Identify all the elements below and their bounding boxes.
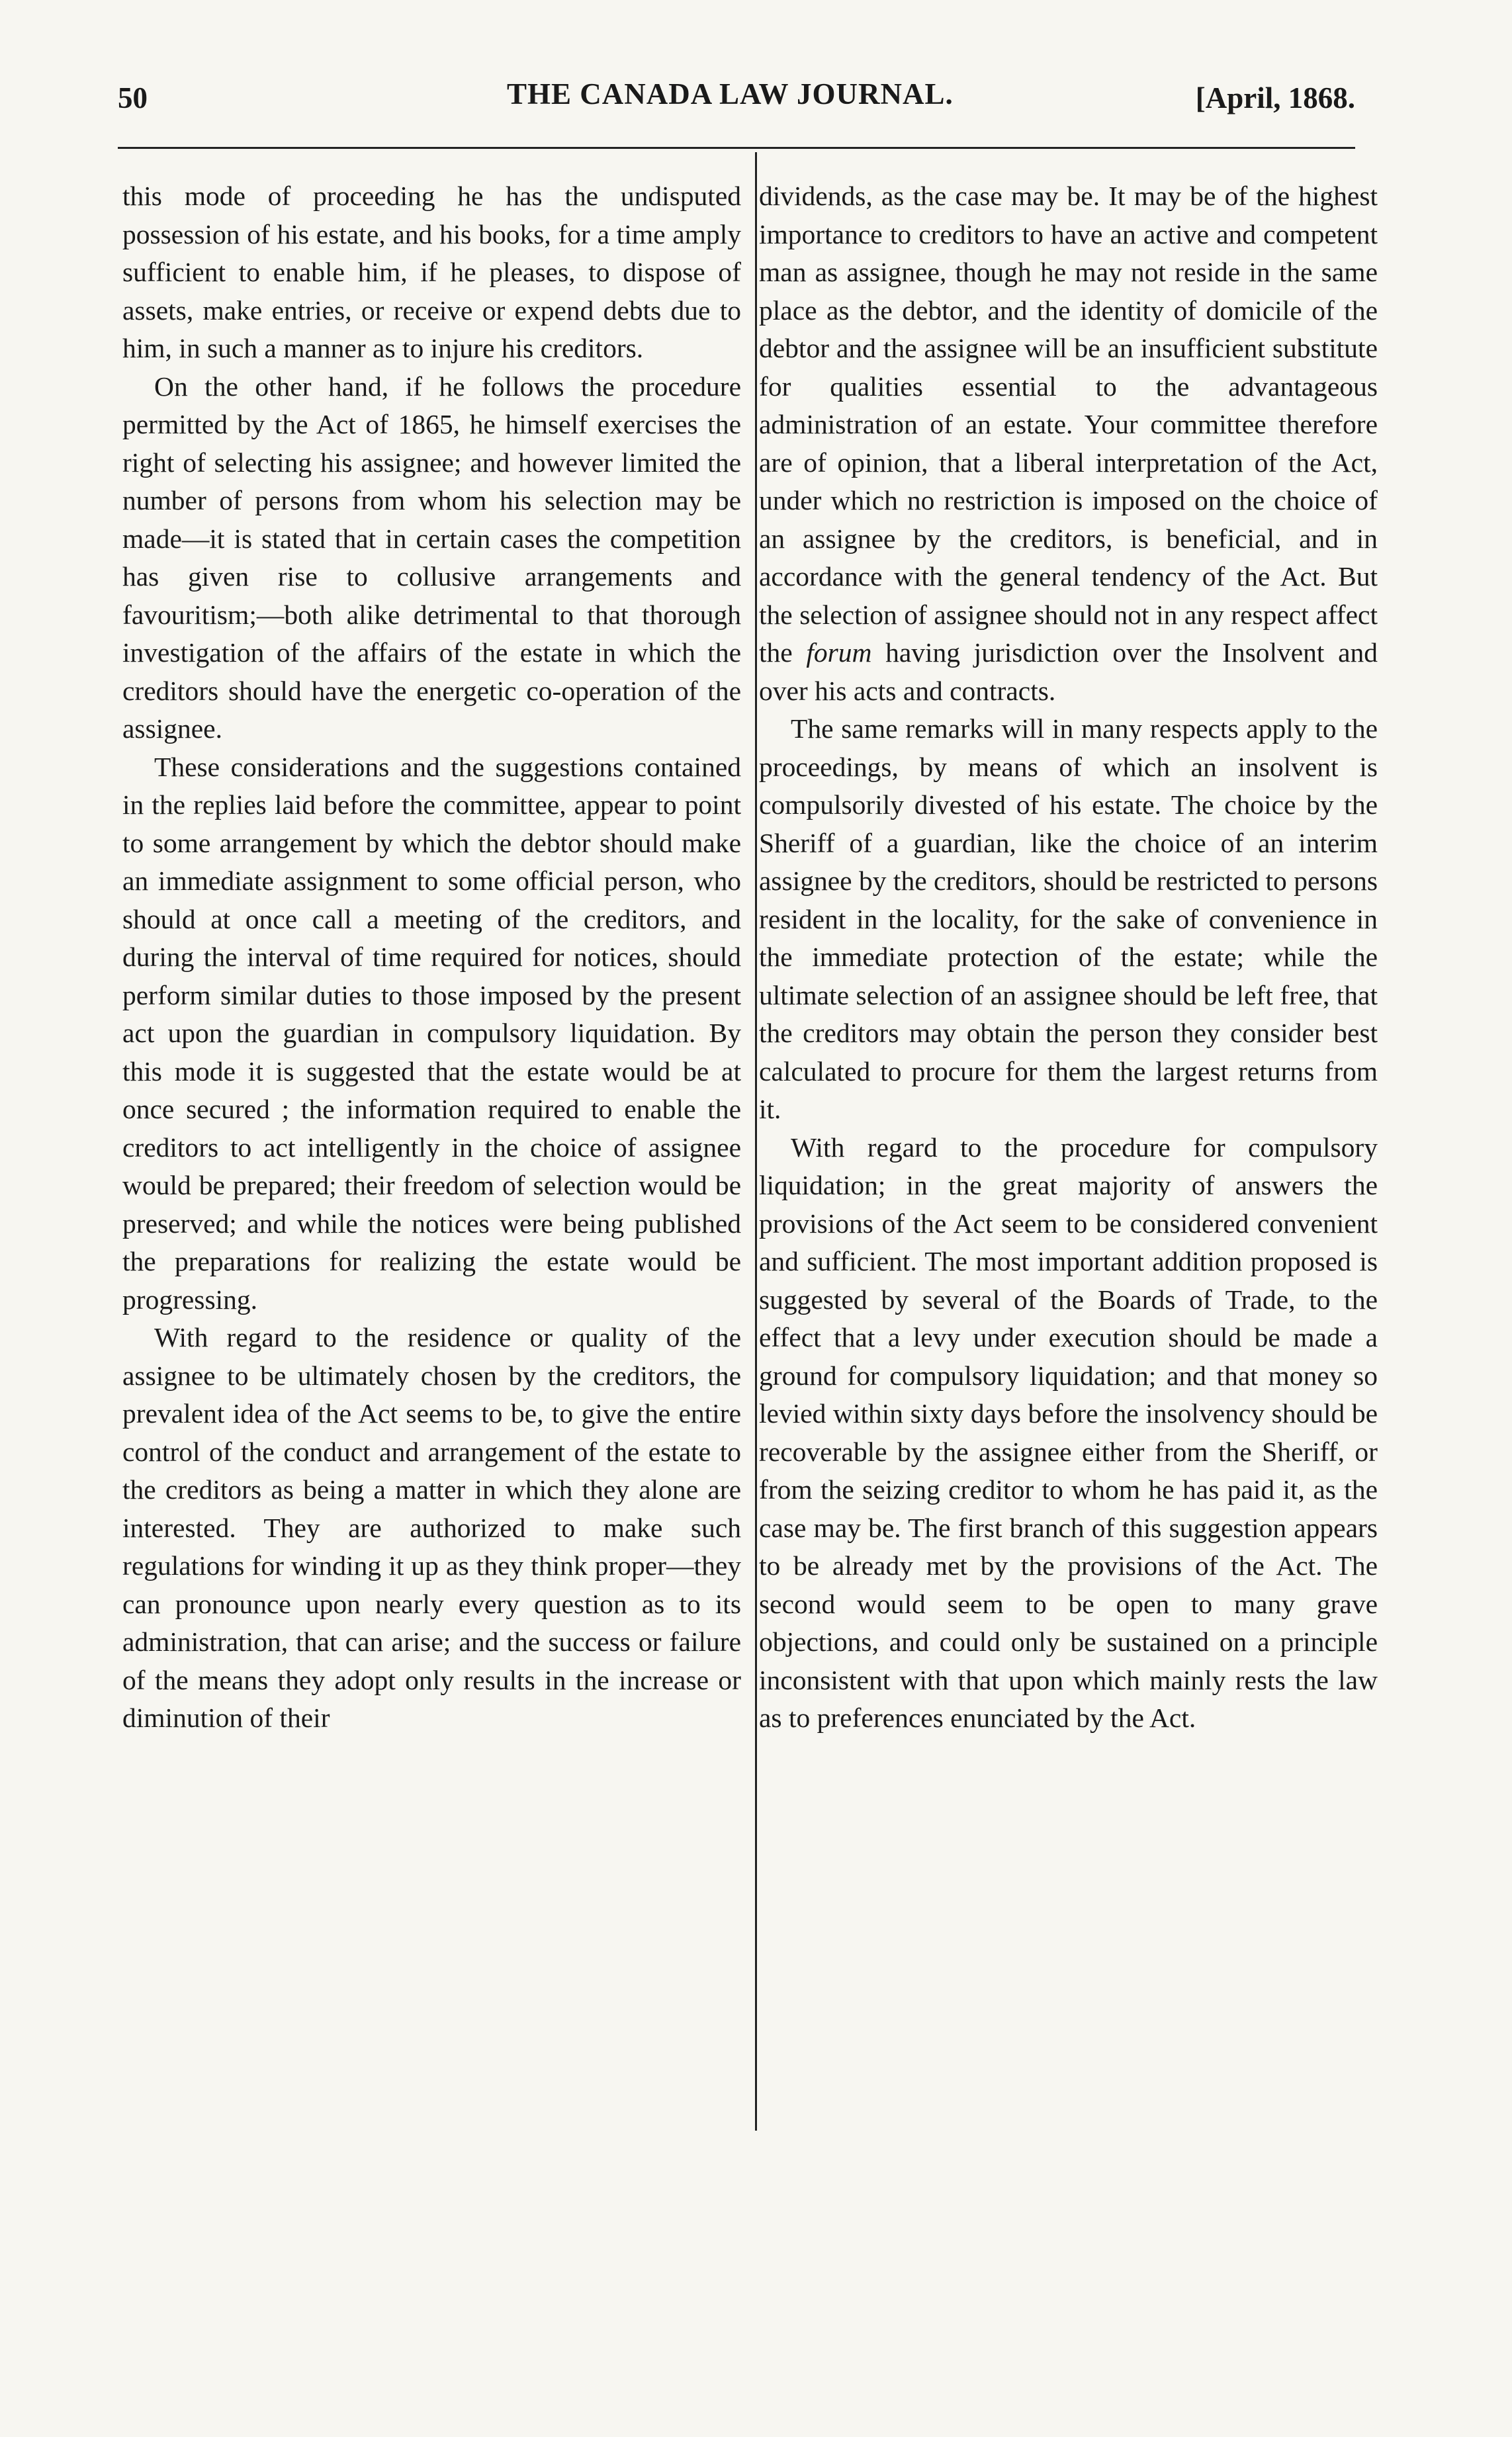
right-paragraph-1-text-b: having jurisdiction over the Insolvent and over his acts and contracts.	[759, 637, 1378, 706]
running-header	[118, 73, 1355, 119]
right-paragraph-1-text-a: dividends, as the case may be. It may be of the highest importance to creditors to have an active and competent man as assignee, though he may not reside in the same place as the debtor, and the identity of domicile of the debtor and the assignee will be an insufficient substitute for qualities essential to the advantageous administration of an estate. Your committee therefore are of opinion, that a liberal interpretation of the Act, under which no restriction is imposed on the choice of an assignee by the creditors, is beneficial, and in accordance with the general tendency of the Act. But the selection of assignee should not in any respect affect the	[759, 181, 1378, 668]
left-paragraph-2: On the other hand, if he follows the procedure permitted by the Act of 1865, he himself exercises the right of selecting his assignee; and however limited the number of persons from whom his selection may be made—it is stated that in certain cases the competition has given rise to collusive arrangements and favouritism;—both alike detrimental to that thorough investigation of the affairs of the estate in which the creditors should have the energetic co-operation of the assignee.	[122, 371, 741, 744]
right-paragraph-1-italic-forum: forum	[806, 637, 872, 668]
page-number: 50	[118, 81, 148, 114]
left-paragraph-1: this mode of proceeding he has the undisputed possession of his estate, and his books, for a time amply sufficient to enable him, if he pleases, to dispose of assets, make entries, or receive or expend debts due to him, in such a manner as to injure his creditors.	[122, 181, 741, 363]
left-paragraph-3: These considerations and the suggestions contained in the replies laid before the committee, appear to point to some arrangement by which the debtor should make an immediate assignment to some official person, who should at once call a meeting of the creditors, and during the interval of time required for notices, should perform similar duties to those imposed by the present act upon the guardian in compulsory liquidation. By this mode it is suggested that the estate would be at once secured ; the information required to enable the creditors to act intelligently in the choice of assignee would be prepared; their freedom of selection would be preserved; and while the notices were being published the preparations for realizing the estate would be progressing.	[122, 751, 741, 1315]
journal-title: THE CANADA LAW JOURNAL.	[507, 77, 954, 111]
issue-date: [April, 1868.	[1195, 81, 1355, 114]
left-column	[122, 177, 741, 1738]
header-rule	[118, 147, 1355, 149]
right-paragraph-3: With regard to the procedure for compulsory liquidation; in the great majority of answers the provisions of the Act seem to be considered convenient and sufficient. The most important addition proposed is suggested by several of the Boards of Trade, to the effect that a levy under execution should be made a ground for compulsory liquidation; and that money so levied within sixty days before the insolvency should be recoverable by the assignee either from the Sheriff, or from the seizing creditor to whom he has paid it, as the case may be. The first branch of this suggestion appears to be already met by the provisions of the Act. The second would seem to be open to many grave objections, and could only be sustained on a principle inconsistent with that upon which mainly rests the law as to preferences enunciated by the Act.	[759, 1131, 1378, 1733]
right-paragraph-1	[759, 177, 1378, 710]
column-divider	[755, 152, 757, 2131]
right-column	[759, 177, 1378, 1738]
right-paragraph-2: The same remarks will in many respects apply to the proceedings, by means of which an insolvent is compulsorily divested of his estate. The choice by the Sheriff of a guardian, like the choice of an interim assignee by the creditors, should be restricted to persons resident in the locality, for the sake of convenience in the immediate protection of the estate; while the ultimate selection of an assignee should be left free, that the creditors may obtain the person they consider best calculated to procure for them the largest returns from it.	[759, 713, 1378, 1124]
left-paragraph-4: With regard to the residence or quality of the assignee to be ultimately chosen by the creditors, the prevalent idea of the Act seems to be, to give the entire control of the conduct and arrangement of the estate to the creditors as being a matter in which they alone are interested. They are authorized to make such regulations for winding it up as they think proper—they can pronounce upon nearly every question as to its administration, that can arise; and the success or failure of the means they adopt only results in the increase or diminution of their	[122, 1322, 741, 1733]
